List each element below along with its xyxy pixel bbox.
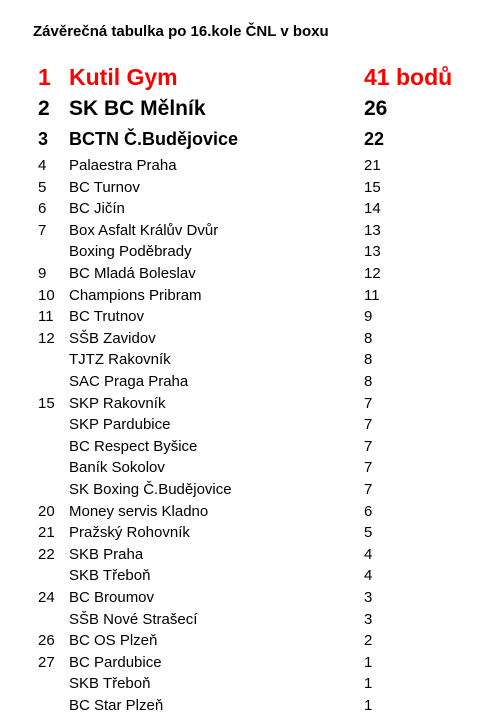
team-name-cell: TJTZ Rakovník xyxy=(69,351,171,369)
points-cell: 11 xyxy=(364,286,380,304)
rank-cell: 6 xyxy=(38,200,47,218)
rank-cell: 20 xyxy=(38,502,55,520)
team-name-cell: BC Respect Byšice xyxy=(69,437,198,455)
team-name-cell: BC Broumov xyxy=(69,589,155,606)
points-cell: 22 xyxy=(364,129,385,149)
points-cell: 3 xyxy=(364,589,373,606)
rank-cell: 9 xyxy=(38,265,47,282)
rank-cell: 4 xyxy=(38,157,47,174)
points-cell: 5 xyxy=(364,524,373,542)
team-name-cell: SK Boxing Č.Budějovice xyxy=(69,481,232,498)
points-cell: 26 xyxy=(364,97,388,120)
team-name-cell: Palaestra Praha xyxy=(69,157,177,174)
rank-cell: 5 xyxy=(38,178,47,196)
points-cell: 21 xyxy=(364,157,381,174)
rank-cell: 22 xyxy=(38,545,55,563)
team-name-cell: BCTN Č.Budějovice xyxy=(69,129,239,149)
team-name-cell: SŠB Zavidov xyxy=(69,329,156,347)
points-cell: 7 xyxy=(364,481,373,498)
points-cell: 4 xyxy=(364,567,373,585)
team-name-cell: Pražský Rohovník xyxy=(69,524,190,542)
points-cell: 1 xyxy=(364,675,373,693)
team-name-cell: SŠB Nové Strašecí xyxy=(69,610,198,628)
points-cell: 9 xyxy=(364,308,373,326)
points-cell: 7 xyxy=(364,394,373,412)
points-cell: 14 xyxy=(364,200,381,218)
team-name-cell: SKP Pardubice xyxy=(69,416,171,434)
rank-cell: 21 xyxy=(38,524,55,542)
points-cell: 8 xyxy=(364,373,373,390)
points-cell: 7 xyxy=(364,416,373,434)
points-cell: 13 xyxy=(364,221,381,239)
points-cell: 8 xyxy=(364,351,373,369)
team-name-cell: BC Star Plzeň xyxy=(69,697,164,714)
points-cell: 13 xyxy=(364,243,381,261)
team-name-cell: BC Turnov xyxy=(69,178,140,196)
team-name-cell: Box Asfalt Králův Dvůr xyxy=(69,221,219,239)
points-cell: 3 xyxy=(364,610,373,628)
rank-cell: 11 xyxy=(38,308,54,326)
team-name-cell: Money servis Kladno xyxy=(69,502,209,520)
points-cell: 1 xyxy=(364,653,373,671)
points-cell: 8 xyxy=(364,329,373,347)
points-cell: 12 xyxy=(364,265,381,282)
rank-cell: 27 xyxy=(38,653,55,671)
team-name-cell: Boxing Poděbrady xyxy=(69,243,192,261)
points-cell: 1 xyxy=(364,697,373,714)
points-cell: 6 xyxy=(364,502,373,520)
team-name-cell: SKB Třeboň xyxy=(69,675,151,693)
team-name-cell: SK BC Mělník xyxy=(69,97,206,120)
team-name-cell: BC OS Plzeň xyxy=(69,632,158,650)
team-name-cell: Kutil Gym xyxy=(69,64,178,90)
points-cell: 2 xyxy=(364,632,373,650)
rank-cell: 15 xyxy=(38,394,55,412)
rank-cell: 10 xyxy=(38,286,55,304)
team-name-cell: BC Pardubice xyxy=(69,653,162,671)
points-cell: 15 xyxy=(364,178,381,196)
team-name-cell: Baník Sokolov xyxy=(69,459,165,477)
team-name-cell: BC Trutnov xyxy=(69,308,145,326)
team-name-cell: BC Jičín xyxy=(69,200,125,218)
rank-cell: 12 xyxy=(38,329,55,347)
points-cell: 4 xyxy=(364,545,373,563)
rank-cell: 24 xyxy=(38,589,55,606)
team-name-cell: SAC Praga Praha xyxy=(69,373,189,390)
points-cell: 7 xyxy=(364,459,373,477)
team-name-cell: SKB Praha xyxy=(69,545,144,563)
page-title: Závěrečná tabulka po 16.kole ČNL v boxu xyxy=(33,23,329,40)
rank-cell: 26 xyxy=(38,632,55,650)
rank-cell: 1 xyxy=(38,64,51,90)
team-name-cell: BC Mladá Boleslav xyxy=(69,265,196,282)
team-name-cell: SKB Třeboň xyxy=(69,567,151,585)
points-cell: 7 xyxy=(364,437,373,455)
rank-cell: 7 xyxy=(38,221,47,239)
team-name-cell: SKP Rakovník xyxy=(69,394,166,412)
team-name-cell: Champions Pribram xyxy=(69,286,202,304)
rank-cell: 3 xyxy=(38,129,49,149)
points-cell: 41 bodů xyxy=(364,64,453,90)
rank-cell: 2 xyxy=(38,97,50,120)
